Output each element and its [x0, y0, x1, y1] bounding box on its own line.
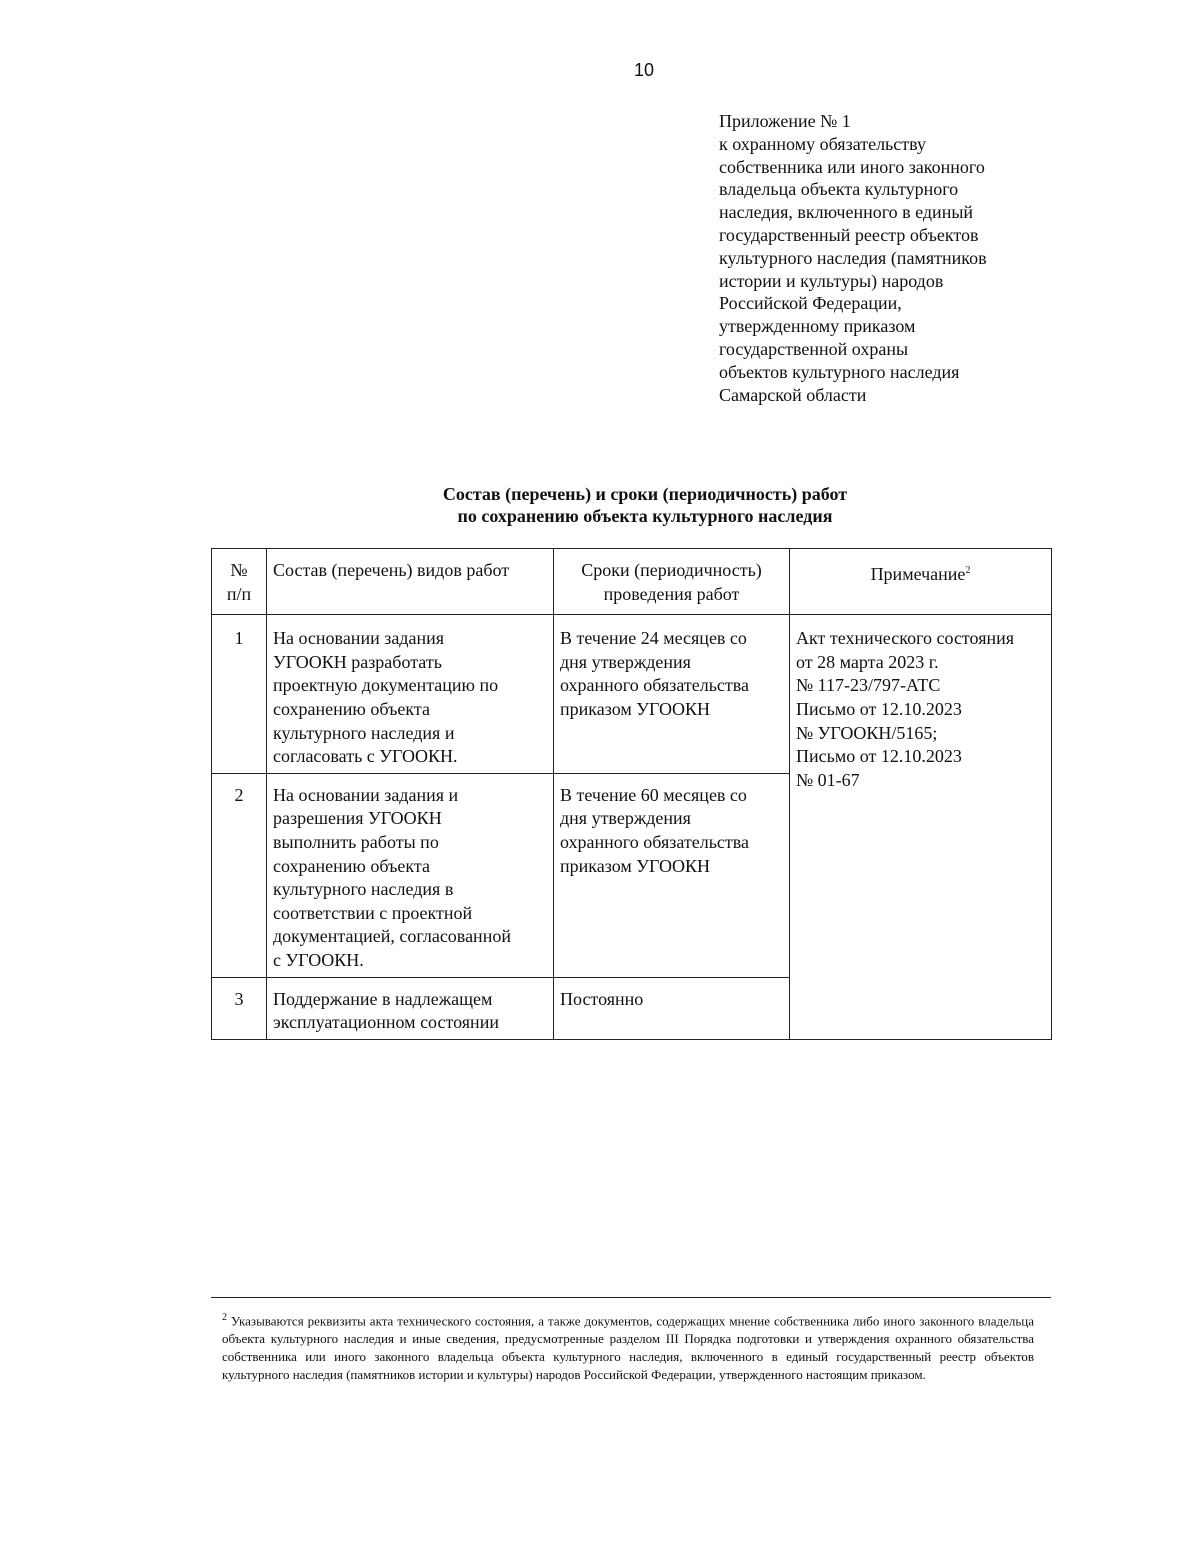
header-works — [267, 549, 554, 615]
works-line: культурного наследия в — [273, 879, 454, 900]
appendix-line: наследия, включенного в единый — [719, 202, 974, 223]
note-line: № УГООКН/5165; — [796, 722, 938, 743]
appendix-line: истории и культуры) народов — [719, 270, 944, 291]
header-num-line: п/п — [226, 583, 252, 604]
terms-line: охранного обязательства — [560, 675, 750, 696]
works-line: выполнить работы по — [273, 831, 439, 852]
appendix-line: объектов культурного наследия — [719, 361, 960, 382]
works-line: эксплуатационном состоянии — [273, 1012, 499, 1033]
note-line: № 01-67 — [796, 769, 860, 790]
appendix-line: собственника или иного законного — [719, 156, 985, 177]
works-line: Поддержание в надлежащем — [273, 988, 493, 1009]
row-num: 1 — [212, 615, 267, 774]
appendix-line: владельца объекта культурного — [719, 179, 959, 200]
title-line-1: Состав (перечень) и сроки (периодичность) работ — [442, 484, 848, 504]
header-terms-line: проведения работ — [603, 583, 740, 604]
row-terms — [554, 977, 790, 1039]
footnote — [222, 1309, 1034, 1384]
row-note — [790, 615, 1052, 1040]
terms-line: охранного обязательства — [560, 831, 750, 852]
table-header-row — [212, 549, 1052, 615]
works-line: согласовать с УГООКН. — [273, 746, 458, 767]
terms-line: приказом УГООКН — [560, 855, 710, 876]
appendix-line: культурного наследия (памятников — [719, 247, 987, 268]
row-num: 2 — [212, 773, 267, 977]
works-line: проектную документацию по — [273, 675, 499, 696]
works-line: На основании задания — [273, 628, 444, 649]
row-num: 3 — [212, 977, 267, 1039]
terms-line: Постоянно — [560, 988, 644, 1009]
header-note — [790, 549, 1052, 615]
appendix-line: Самарской области — [719, 384, 867, 405]
appendix-line: Российской Федерации, — [719, 293, 902, 314]
appendix-line: Приложение № 1 — [719, 111, 851, 131]
note-line: № 117-23/797-АТС — [796, 675, 941, 696]
title-line-2: по сохранению объекта культурного наследия — [457, 506, 833, 526]
note-line: Письмо от 12.10.2023 — [796, 698, 962, 719]
terms-line: В течение 24 месяцев со — [560, 628, 747, 649]
footnote-text: Указываются реквизиты акта технического состояния, а также документов, содержащих мнение собственника либо иного законного владельца объекта культурного наследия и иные сведения, предусмотренные разделом III Порядка подготовки и утверждения охранного обязательства собственника или иного законного владельца объекта культурного наследия, включенного в единый государственный реестр объектов культурного наследия (памятников истории и культуры) народов Российской Федерации, утвержденного настоящим приказом. — [222, 1313, 1034, 1383]
works-line: На основании задания и — [273, 784, 459, 805]
works-table — [211, 548, 1052, 1040]
footnote-divider — [211, 1297, 1051, 1298]
note-line: Письмо от 12.10.2023 — [796, 746, 962, 767]
works-line: разрешения УГООКН — [273, 808, 442, 829]
works-line: соответствии с проектной — [273, 902, 473, 923]
row-works — [267, 773, 554, 977]
row-works — [267, 977, 554, 1039]
terms-line: приказом УГООКН — [560, 698, 710, 719]
works-line: с УГООКН. — [273, 949, 364, 970]
footnote-marker: 2 — [222, 1312, 227, 1323]
terms-line: В течение 60 месяцев со — [560, 784, 747, 805]
appendix-line: к охранному обязательству — [719, 133, 927, 154]
header-note-text: Примечание — [870, 564, 966, 584]
footnote-ref: 2 — [965, 565, 971, 576]
row-terms — [554, 773, 790, 977]
works-line: сохранению объекта — [273, 698, 430, 719]
header-terms-line: Сроки (периодичность) — [581, 560, 762, 580]
appendix-line: утвержденному приказом — [719, 316, 916, 337]
appendix-header — [719, 110, 1049, 406]
document-title — [300, 483, 990, 527]
header-terms — [554, 549, 790, 615]
note-line: Акт технического состояния — [796, 628, 1015, 649]
works-line: УГООКН разработать — [273, 651, 442, 672]
header-num — [212, 549, 267, 615]
works-line: сохранению объекта — [273, 855, 430, 876]
appendix-line: государственной охраны — [719, 338, 909, 359]
terms-line: дня утверждения — [560, 808, 691, 829]
row-works — [267, 615, 554, 774]
terms-line: дня утверждения — [560, 651, 691, 672]
works-line: культурного наследия и — [273, 722, 455, 743]
page-number: 10 — [633, 60, 655, 80]
header-num-line: № — [230, 560, 248, 580]
note-line: от 28 марта 2023 г. — [796, 651, 939, 672]
table-row — [212, 615, 1052, 774]
works-line: документацией, согласованной — [273, 926, 511, 947]
appendix-line: государственный реестр объектов — [719, 224, 979, 245]
header-works-text: Состав (перечень) видов работ — [273, 560, 510, 580]
row-terms — [554, 615, 790, 774]
